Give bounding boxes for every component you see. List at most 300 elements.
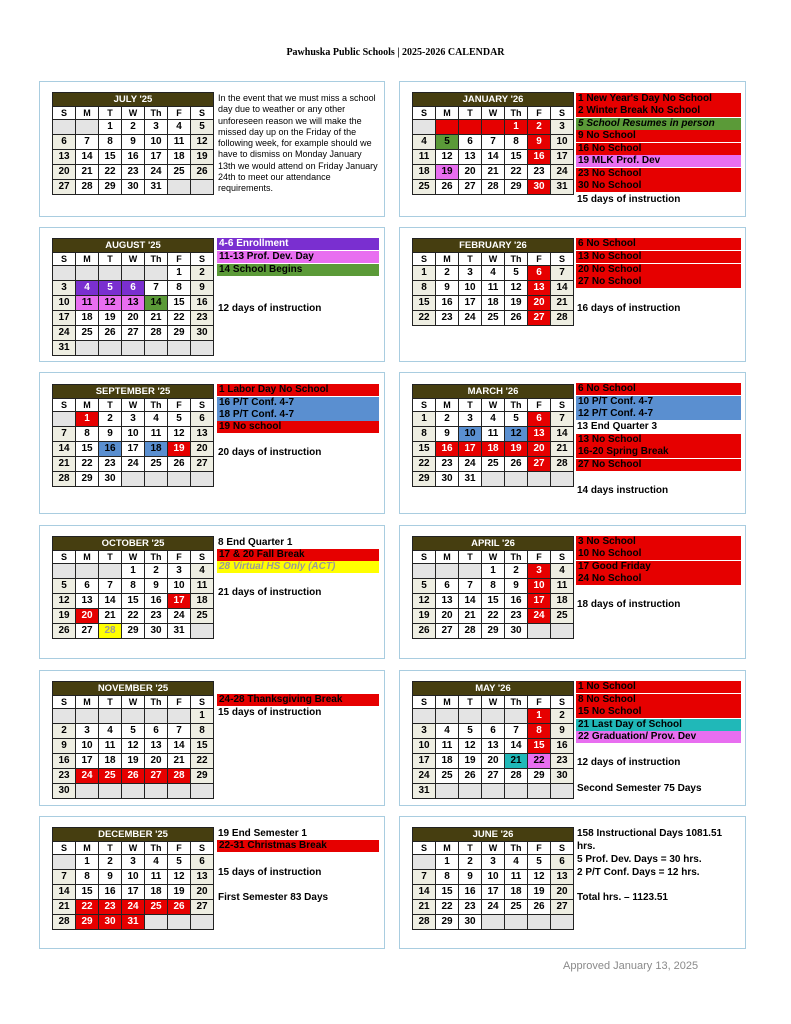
calendar-day: 25 xyxy=(505,900,528,915)
calendar-day: 26 xyxy=(459,769,482,784)
weekday-header: Th xyxy=(505,399,528,412)
calendar-day: 1 xyxy=(482,564,505,579)
calendar-day: 17 xyxy=(482,885,505,900)
calendar-empty-cell xyxy=(482,784,505,799)
weekday-header: Th xyxy=(145,253,168,266)
calendar-day: 30 xyxy=(459,915,482,930)
calendar-day: 20 xyxy=(191,885,214,900)
event-may-last-day: 21 Last Day of School xyxy=(576,719,741,731)
month-name: NOVEMBER '25 xyxy=(53,682,214,696)
calendar-empty-cell xyxy=(76,564,99,579)
weekday-header: S xyxy=(551,107,574,120)
summary-instructional-days: 158 Instructional Days 1081.51 xyxy=(577,828,723,839)
calendar-day: 6 xyxy=(53,135,76,150)
calendar-day: 25 xyxy=(482,311,505,326)
page-title: Pawhuska Public Schools | 2025-2026 CALENDAR xyxy=(286,47,505,58)
weekday-header: S xyxy=(191,551,214,564)
calendar-day: 21 xyxy=(53,900,76,915)
calendar-day: 13 xyxy=(551,870,574,885)
event-sep-ptconf-16: 16 P/T Conf. 4-7 xyxy=(217,397,379,409)
calendar-day: 20 xyxy=(551,885,574,900)
weekday-header: M xyxy=(76,253,99,266)
calendar-day: 5 xyxy=(505,266,528,281)
calendar-day: 5 xyxy=(99,281,122,296)
calendar-empty-cell xyxy=(459,784,482,799)
calendar-day: 19 xyxy=(413,609,436,624)
calendar-day: 24 xyxy=(122,457,145,472)
calendar-day: 23 xyxy=(551,754,574,769)
calendar-day: 10 xyxy=(551,135,574,150)
approval-date: Approved January 13, 2025 xyxy=(563,960,699,972)
event-sep-ptconf-18: 18 P/T Conf. 4-7 xyxy=(217,409,379,421)
calendar-day: 15 xyxy=(99,150,122,165)
calendar-day: 16 xyxy=(505,594,528,609)
calendar-day: 29 xyxy=(122,624,145,639)
calendar-day: 7 xyxy=(505,724,528,739)
calendar-day: 7 xyxy=(99,579,122,594)
event-feb-27: 27 No School xyxy=(576,276,741,288)
weekday-header: T xyxy=(99,696,122,709)
calendar-empty-cell xyxy=(122,709,145,724)
weekday-header: T xyxy=(99,842,122,855)
calendar-day: 20 xyxy=(145,754,168,769)
calendar-day: 24 xyxy=(459,457,482,472)
calendar-day: 22 xyxy=(528,754,551,769)
calendar-day: 23 xyxy=(436,311,459,326)
weekday-header: Th xyxy=(145,399,168,412)
calendar-day: 4 xyxy=(99,724,122,739)
calendar-day: 14 xyxy=(145,296,168,311)
calendar-day: 4 xyxy=(145,412,168,427)
calendar-empty-cell xyxy=(436,120,459,135)
calendar-empty-cell xyxy=(505,784,528,799)
calendar-day: 30 xyxy=(505,624,528,639)
weekday-header: S xyxy=(551,696,574,709)
weekday-header: S xyxy=(53,253,76,266)
weekday-header: Th xyxy=(145,551,168,564)
calendar-day: 30 xyxy=(122,180,145,195)
calendar-day: 21 xyxy=(168,754,191,769)
calendar-day: 6 xyxy=(482,724,505,739)
calendar-day: 3 xyxy=(122,412,145,427)
calendar-day: 23 xyxy=(436,457,459,472)
weekday-header: S xyxy=(53,551,76,564)
calendar-november xyxy=(52,681,214,799)
weekday-header: S xyxy=(551,551,574,564)
calendar-day: 3 xyxy=(459,412,482,427)
apr-instruction-days: 18 days of instruction xyxy=(577,599,681,610)
calendar-day: 17 xyxy=(528,594,551,609)
weekday-header: T xyxy=(459,696,482,709)
calendar-day: 6 xyxy=(436,579,459,594)
event-oct-fall-break: 17 & 20 Fall Break xyxy=(217,549,379,561)
calendar-day: 21 xyxy=(482,165,505,180)
calendar-day: 17 xyxy=(53,311,76,326)
calendar-day: 15 xyxy=(76,442,99,457)
calendar-day: 2 xyxy=(122,120,145,135)
calendar-day: 1 xyxy=(528,709,551,724)
weekday-header: W xyxy=(122,551,145,564)
weekday-header: W xyxy=(122,842,145,855)
calendar-day: 15 xyxy=(191,739,214,754)
event-jan-resumes: 5 School Resumes in person xyxy=(576,118,741,130)
calendar-empty-cell xyxy=(528,915,551,930)
calendar-day: 19 xyxy=(459,754,482,769)
weekday-header: S xyxy=(53,696,76,709)
event-jan-mlk: 19 MLK Prof. Dev xyxy=(576,155,741,167)
calendar-day: 7 xyxy=(551,412,574,427)
calendar-day: 20 xyxy=(459,165,482,180)
calendar-day: 25 xyxy=(551,609,574,624)
summary-total-hours: Total hrs. – 1123.51 xyxy=(577,892,668,903)
calendar-empty-cell xyxy=(168,341,191,356)
calendar-day: 7 xyxy=(551,266,574,281)
calendar-day: 28 xyxy=(551,311,574,326)
calendar-day: 10 xyxy=(413,739,436,754)
month-name: JANUARY '26 xyxy=(413,93,574,107)
calendar-day: 13 xyxy=(145,739,168,754)
calendar-day: 18 xyxy=(76,311,99,326)
calendar-day: 21 xyxy=(76,165,99,180)
calendar-day: 24 xyxy=(413,769,436,784)
calendar-day: 14 xyxy=(482,150,505,165)
calendar-day: 25 xyxy=(145,457,168,472)
weekday-header: S xyxy=(191,107,214,120)
weekday-header: W xyxy=(122,696,145,709)
calendar-empty-cell xyxy=(168,784,191,799)
calendar-day: 11 xyxy=(482,427,505,442)
calendar-day: 23 xyxy=(99,457,122,472)
calendar-day: 13 xyxy=(53,150,76,165)
calendar-day: 2 xyxy=(436,412,459,427)
calendar-empty-cell xyxy=(436,709,459,724)
calendar-day: 29 xyxy=(76,915,99,930)
calendar-day: 28 xyxy=(53,915,76,930)
calendar-day: 11 xyxy=(505,870,528,885)
calendar-empty-cell xyxy=(551,472,574,487)
calendar-day: 13 xyxy=(122,296,145,311)
calendar-empty-cell xyxy=(53,564,76,579)
calendar-day: 17 xyxy=(122,885,145,900)
calendar-day: 27 xyxy=(482,769,505,784)
calendar-day: 28 xyxy=(413,915,436,930)
event-dec-end-sem1: 19 End Semester 1 xyxy=(218,828,307,839)
calendar-day: 12 xyxy=(168,427,191,442)
calendar-day: 15 xyxy=(436,885,459,900)
calendar-day: 28 xyxy=(76,180,99,195)
calendar-empty-cell xyxy=(76,341,99,356)
calendar-empty-cell xyxy=(76,120,99,135)
calendar-day: 5 xyxy=(122,724,145,739)
calendar-day: 24 xyxy=(122,900,145,915)
calendar-march xyxy=(412,384,574,487)
calendar-day: 5 xyxy=(436,135,459,150)
calendar-day: 17 xyxy=(145,150,168,165)
calendar-empty-cell xyxy=(76,784,99,799)
calendar-day: 1 xyxy=(505,120,528,135)
event-jan-winter-break: 2 Winter Break No School xyxy=(576,105,741,117)
event-aug-school-begins: 14 School Begins xyxy=(217,264,379,276)
calendar-day: 1 xyxy=(413,412,436,427)
calendar-day: 8 xyxy=(76,427,99,442)
calendar-day: 28 xyxy=(505,769,528,784)
calendar-day: 20 xyxy=(53,165,76,180)
calendar-day: 22 xyxy=(191,754,214,769)
calendar-empty-cell xyxy=(191,624,214,639)
calendar-day: 9 xyxy=(145,579,168,594)
event-apr-3: 3 No School xyxy=(576,536,741,548)
calendar-day: 27 xyxy=(528,311,551,326)
calendar-day: 8 xyxy=(99,135,122,150)
calendar-day: 19 xyxy=(99,311,122,326)
calendar-day: 7 xyxy=(76,135,99,150)
month-name: FEBRUARY '26 xyxy=(413,239,574,253)
calendar-day: 31 xyxy=(413,784,436,799)
calendar-day: 26 xyxy=(53,624,76,639)
calendar-day: 7 xyxy=(459,579,482,594)
weekday-header: Th xyxy=(145,107,168,120)
weekday-header: S xyxy=(191,399,214,412)
calendar-day: 10 xyxy=(528,579,551,594)
weekday-header: W xyxy=(482,253,505,266)
calendar-day: 16 xyxy=(551,739,574,754)
calendar-day: 29 xyxy=(191,769,214,784)
calendar-day: 17 xyxy=(76,754,99,769)
calendar-empty-cell xyxy=(551,624,574,639)
weekday-header: F xyxy=(168,399,191,412)
weekday-header: F xyxy=(528,696,551,709)
calendar-empty-cell xyxy=(145,915,168,930)
calendar-day: 6 xyxy=(76,579,99,594)
calendar-day: 4 xyxy=(413,135,436,150)
calendar-day: 11 xyxy=(551,579,574,594)
calendar-day: 8 xyxy=(482,579,505,594)
calendar-day: 26 xyxy=(436,180,459,195)
calendar-day: 26 xyxy=(505,457,528,472)
calendar-day: 26 xyxy=(505,311,528,326)
calendar-empty-cell xyxy=(168,709,191,724)
weekday-header: M xyxy=(76,842,99,855)
weekday-header: W xyxy=(482,551,505,564)
calendar-day: 16 xyxy=(436,442,459,457)
calendar-day: 2 xyxy=(528,120,551,135)
weekday-header: S xyxy=(551,842,574,855)
calendar-day: 25 xyxy=(436,769,459,784)
jan-instruction-days: 15 days of instruction xyxy=(577,194,681,205)
event-apr-10: 10 No School xyxy=(576,548,741,560)
weekday-header: T xyxy=(99,107,122,120)
calendar-empty-cell xyxy=(191,784,214,799)
calendar-day: 27 xyxy=(191,900,214,915)
calendar-day: 28 xyxy=(53,472,76,487)
month-name: DECEMBER '25 xyxy=(53,828,214,842)
event-mar-27: 27 No School xyxy=(576,459,741,471)
calendar-day: 16 xyxy=(53,754,76,769)
oct-instruction-days: 21 days of instruction xyxy=(218,587,322,598)
calendar-empty-cell xyxy=(528,624,551,639)
may-instruction-days: 12 days of instruction xyxy=(577,757,681,768)
calendar-day: 21 xyxy=(99,609,122,624)
calendar-december xyxy=(52,827,214,930)
weekday-header: M xyxy=(436,107,459,120)
calendar-day: 3 xyxy=(122,855,145,870)
calendar-empty-cell xyxy=(459,564,482,579)
calendar-day: 3 xyxy=(482,855,505,870)
calendar-day: 11 xyxy=(145,870,168,885)
calendar-day: 20 xyxy=(528,296,551,311)
calendar-february xyxy=(412,238,574,326)
calendar-day: 12 xyxy=(505,281,528,296)
calendar-day: 23 xyxy=(122,165,145,180)
calendar-empty-cell xyxy=(436,564,459,579)
weekday-header: S xyxy=(53,107,76,120)
weekday-header: Th xyxy=(505,696,528,709)
calendar-day: 25 xyxy=(168,165,191,180)
weekday-header: M xyxy=(436,551,459,564)
month-name: MAY '26 xyxy=(413,682,574,696)
calendar-day: 2 xyxy=(145,564,168,579)
calendar-day: 1 xyxy=(76,412,99,427)
calendar-empty-cell xyxy=(53,412,76,427)
calendar-day: 14 xyxy=(505,739,528,754)
calendar-day: 21 xyxy=(551,442,574,457)
calendar-empty-cell xyxy=(145,784,168,799)
calendar-day: 6 xyxy=(122,281,145,296)
calendar-day: 26 xyxy=(528,900,551,915)
weekday-header: M xyxy=(436,399,459,412)
calendar-day: 24 xyxy=(53,326,76,341)
calendar-empty-cell xyxy=(122,341,145,356)
calendar-day: 21 xyxy=(145,311,168,326)
calendar-day: 17 xyxy=(122,442,145,457)
calendar-day: 25 xyxy=(482,457,505,472)
second-semester-days: Second Semester 75 Days xyxy=(577,783,702,794)
calendar-day: 31 xyxy=(168,624,191,639)
calendar-day: 29 xyxy=(99,180,122,195)
calendar-day: 9 xyxy=(99,870,122,885)
calendar-day: 22 xyxy=(505,165,528,180)
calendar-day: 26 xyxy=(191,165,214,180)
calendar-day: 8 xyxy=(191,724,214,739)
calendar-day: 16 xyxy=(528,150,551,165)
calendar-empty-cell xyxy=(436,784,459,799)
calendar-day: 14 xyxy=(459,594,482,609)
calendar-day: 6 xyxy=(191,412,214,427)
calendar-day: 28 xyxy=(99,624,122,639)
weekday-header: F xyxy=(168,551,191,564)
calendar-day: 10 xyxy=(459,427,482,442)
weekday-header: Th xyxy=(145,842,168,855)
calendar-empty-cell xyxy=(482,915,505,930)
calendar-day: 15 xyxy=(528,739,551,754)
weekday-header: T xyxy=(459,253,482,266)
calendar-day: 22 xyxy=(436,900,459,915)
dec-instruction-days: 15 days of instruction xyxy=(218,867,322,878)
calendar-day: 28 xyxy=(145,326,168,341)
calendar-day: 10 xyxy=(168,579,191,594)
calendar-day: 22 xyxy=(122,609,145,624)
calendar-day: 12 xyxy=(53,594,76,609)
event-dec-christmas: 22-31 Christmas Break xyxy=(217,840,379,852)
weekday-header: T xyxy=(459,842,482,855)
calendar-day: 5 xyxy=(459,724,482,739)
calendar-day: 27 xyxy=(551,900,574,915)
calendar-day: 7 xyxy=(482,135,505,150)
calendar-empty-cell xyxy=(122,266,145,281)
weekday-header: M xyxy=(76,107,99,120)
calendar-day: 22 xyxy=(99,165,122,180)
event-nov-thanksgiving: 24-28 Thanksgiving Break xyxy=(217,694,379,706)
weather-makeup-note: In the event that we must miss a school day due to weather or any other unforeseen reason we will make the missed day up on the Friday of the following week, for example should we have to dismiss on Monday January 13th we would attend on Friday January 24th to meet our attendance requirements. xyxy=(218,93,378,194)
calendar-day: 9 xyxy=(191,281,214,296)
calendar-day: 22 xyxy=(76,900,99,915)
calendar-empty-cell xyxy=(459,120,482,135)
calendar-day: 19 xyxy=(505,296,528,311)
weekday-header: M xyxy=(436,696,459,709)
calendar-day: 14 xyxy=(551,427,574,442)
summary-pt-conf: 2 P/T Conf. Days = 12 hrs. xyxy=(577,867,700,878)
month-name: SEPTEMBER '25 xyxy=(53,385,214,399)
calendar-day: 7 xyxy=(168,724,191,739)
calendar-day: 27 xyxy=(145,769,168,784)
event-sep-no-school: 19 No school xyxy=(217,421,379,433)
calendar-day: 22 xyxy=(482,609,505,624)
event-jan-30: 30 No School xyxy=(576,180,741,192)
calendar-day: 8 xyxy=(505,135,528,150)
month-name: JULY '25 xyxy=(53,93,214,107)
calendar-day: 23 xyxy=(505,609,528,624)
calendar-day: 23 xyxy=(99,900,122,915)
event-sep-labor-day: 1 Labor Day No School xyxy=(217,384,379,396)
calendar-day: 24 xyxy=(551,165,574,180)
calendar-day: 21 xyxy=(413,900,436,915)
calendar-day: 6 xyxy=(528,412,551,427)
calendar-day: 11 xyxy=(413,150,436,165)
calendar-day: 14 xyxy=(413,885,436,900)
calendar-day: 6 xyxy=(145,724,168,739)
calendar-day: 29 xyxy=(436,915,459,930)
weekday-header: Th xyxy=(505,107,528,120)
calendar-day: 27 xyxy=(76,624,99,639)
weekday-header: W xyxy=(122,253,145,266)
month-name: MARCH '26 xyxy=(413,385,574,399)
calendar-day: 29 xyxy=(505,180,528,195)
weekday-header: S xyxy=(551,399,574,412)
calendar-day: 21 xyxy=(459,609,482,624)
calendar-april xyxy=(412,536,574,639)
calendar-day: 2 xyxy=(551,709,574,724)
calendar-day: 9 xyxy=(122,135,145,150)
calendar-day: 5 xyxy=(53,579,76,594)
calendar-day: 23 xyxy=(191,311,214,326)
calendar-january xyxy=(412,92,574,195)
calendar-day: 16 xyxy=(436,296,459,311)
weekday-header: F xyxy=(528,253,551,266)
calendar-empty-cell xyxy=(76,709,99,724)
calendar-empty-cell xyxy=(413,855,436,870)
calendar-day: 1 xyxy=(436,855,459,870)
weekday-header: T xyxy=(99,551,122,564)
calendar-day: 23 xyxy=(145,609,168,624)
calendar-day: 4 xyxy=(145,855,168,870)
event-mar-ptconf-10: 10 P/T Conf. 4-7 xyxy=(576,396,741,408)
calendar-day: 25 xyxy=(76,326,99,341)
calendar-day: 1 xyxy=(122,564,145,579)
weekday-header: S xyxy=(413,551,436,564)
event-jan-16: 16 No School xyxy=(576,143,741,155)
calendar-day: 20 xyxy=(191,442,214,457)
calendar-empty-cell xyxy=(53,855,76,870)
